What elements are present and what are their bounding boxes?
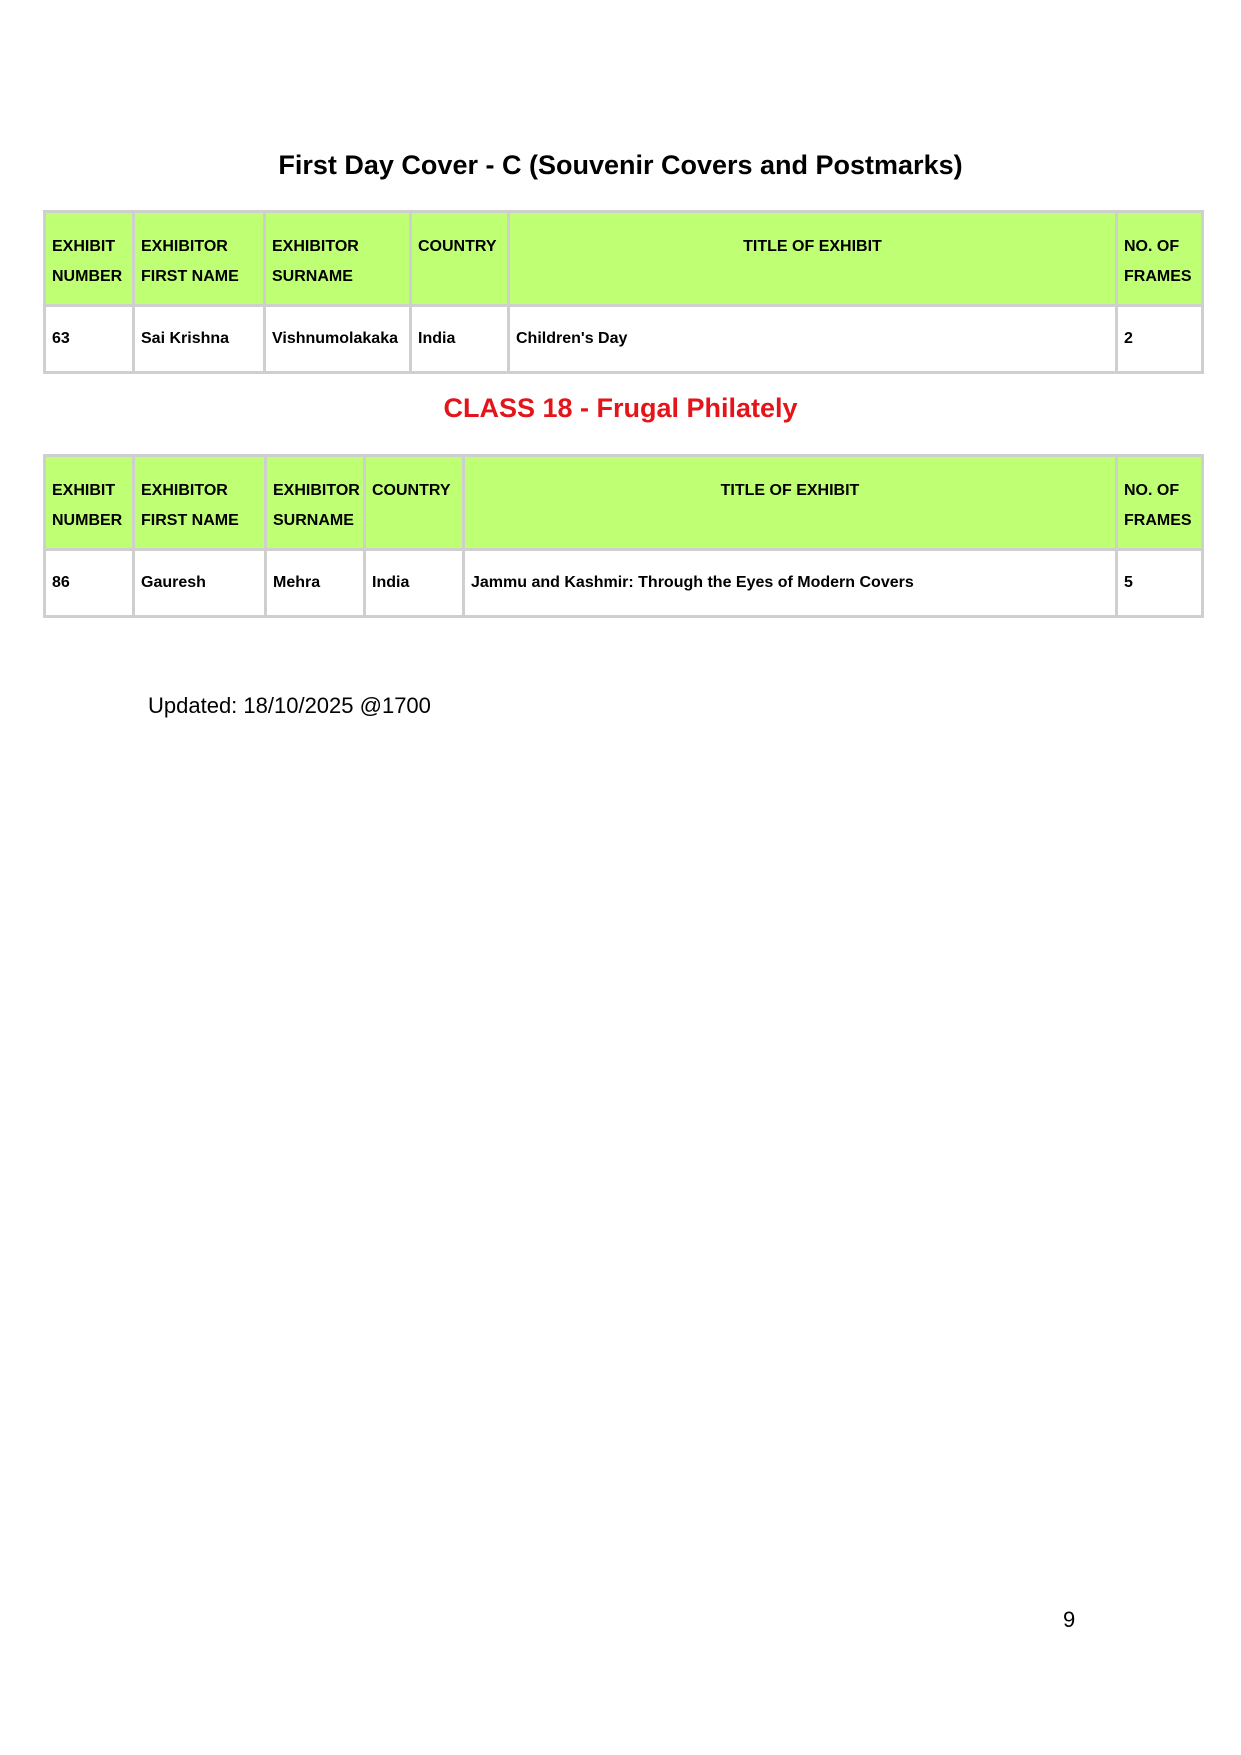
cell-first-name: Sai Krishna	[134, 306, 265, 373]
header-surname: EXHIBITOR SURNAME	[266, 456, 365, 550]
header-title: TITLE OF EXHIBIT	[464, 456, 1117, 550]
page-number: 9	[1063, 1607, 1076, 1632]
header-exhibit-number: EXHIBIT NUMBER	[45, 212, 134, 306]
header-exhibit-number: EXHIBIT NUMBER	[45, 456, 134, 550]
cell-first-name: Gauresh	[134, 550, 266, 617]
cell-exhibit-number: 63	[45, 306, 134, 373]
cell-surname: Vishnumolakaka	[265, 306, 411, 373]
table-row	[45, 306, 1203, 373]
header-frames: NO. OF FRAMES	[1117, 456, 1203, 550]
cell-country: India	[365, 550, 464, 617]
cell-surname: Mehra	[266, 550, 365, 617]
table-row	[45, 550, 1203, 617]
cell-title: Jammu and Kashmir: Through the Eyes of Modern Covers	[464, 550, 1117, 617]
cell-country: India	[411, 306, 509, 373]
exhibit-table-class-18	[43, 454, 1204, 618]
exhibit-table-fdc	[43, 210, 1204, 374]
cell-exhibit-number: 86	[45, 550, 134, 617]
header-first-name: EXHIBITOR FIRST NAME	[134, 456, 266, 550]
section-title-fdc: First Day Cover - C (Souvenir Covers and Postmarks)	[278, 150, 963, 180]
header-surname: EXHIBITOR SURNAME	[265, 212, 411, 306]
table-header-row	[45, 212, 1203, 306]
table-header-row	[45, 456, 1203, 550]
cell-frames: 2	[1117, 306, 1203, 373]
updated-timestamp: Updated: 18/10/2025 @1700	[148, 693, 431, 718]
header-first-name: EXHIBITOR FIRST NAME	[134, 212, 265, 306]
header-country: COUNTRY	[411, 212, 509, 306]
header-title: TITLE OF EXHIBIT	[509, 212, 1117, 306]
cell-title: Children's Day	[509, 306, 1117, 373]
header-frames: NO. OF FRAMES	[1117, 212, 1203, 306]
cell-frames: 5	[1117, 550, 1203, 617]
header-country: COUNTRY	[365, 456, 464, 550]
section-title-class-18: CLASS 18 - Frugal Philately	[443, 393, 798, 423]
